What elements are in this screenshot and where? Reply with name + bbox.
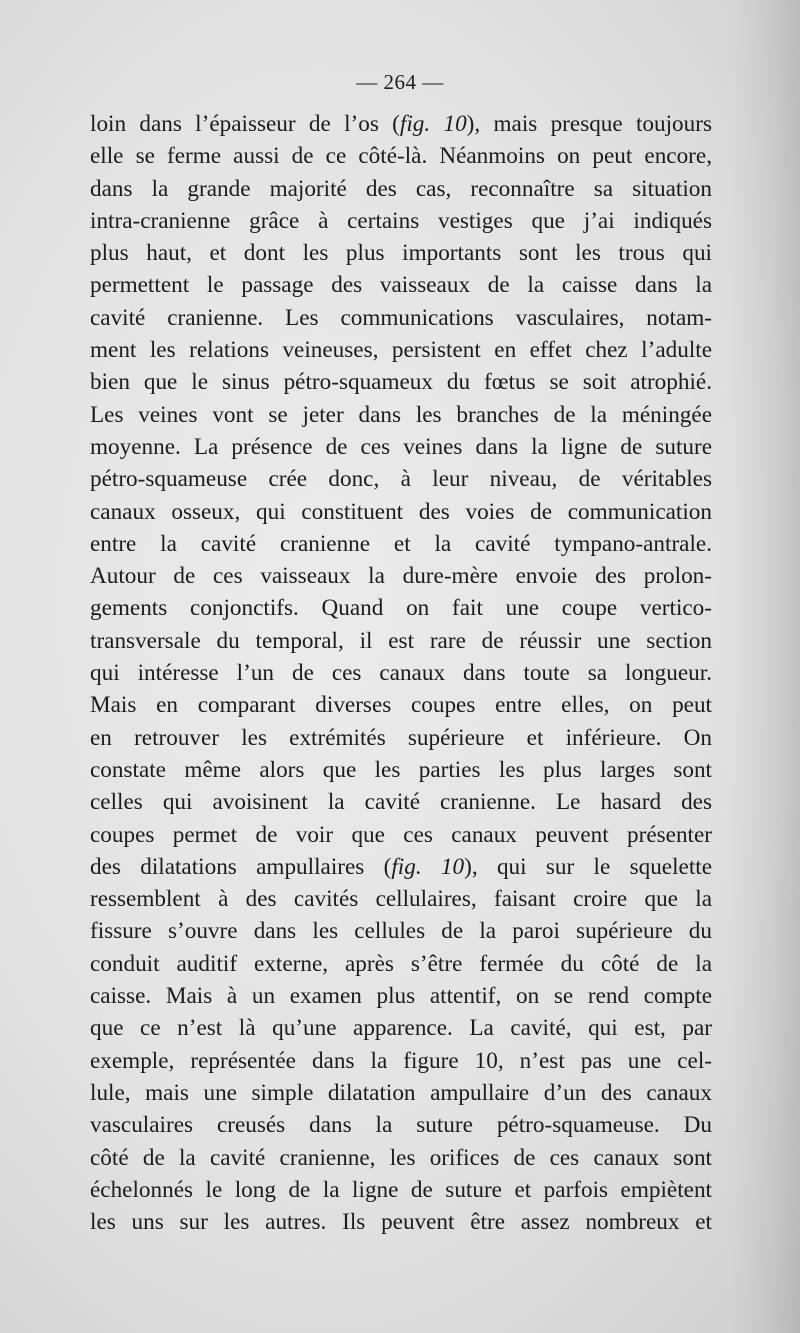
- text-line: ment les relations veineuses, persistent en effet chez l’adulte: [90, 337, 712, 364]
- text-line: constate même alors que les parties les plus larges sont: [90, 756, 712, 783]
- text-line: côté de la cavité cranienne, les orifices de ces canaux sont: [90, 1144, 712, 1171]
- text-line: pétro-squameuse crée donc, à leur niveau, de véritables: [90, 466, 712, 493]
- text-line: canaux osseux, qui constituent des voies de communication: [90, 498, 712, 525]
- text-line: lule, mais une simple dilatation ampullaire d’un des canaux: [90, 1079, 712, 1106]
- figure-reference: fig. 10: [391, 853, 465, 880]
- text-line: transversale du temporal, il est rare de réussir une section: [90, 627, 712, 654]
- body-text: [90, 108, 712, 1238]
- text-line: Mais en comparant diverses coupes entre elles, on peut: [90, 692, 712, 719]
- text-line: en retrouver les extrémités supérieure et inférieure. On: [90, 724, 712, 751]
- text-line: les uns sur les autres. Ils peuvent être assez nombreux et: [90, 1209, 712, 1236]
- text-line: vasculaires creusés dans la suture pétro-squameuse. Du: [90, 1112, 712, 1139]
- text-line: loin dans l’épaisseur de l’os (fig. 10), mais presque toujours: [90, 111, 712, 137]
- text-line: qui intéresse l’un de ces canaux dans toute sa longueur.: [90, 660, 712, 687]
- text-line: bien que le sinus pétro-squameux du fœtus se soit atrophié.: [90, 369, 712, 396]
- text-line: Autour de ces vaisseaux la dure-mère envoie des prolon-: [90, 563, 712, 590]
- text-line: exemple, représentée dans la figure 10, n’est pas une cel-: [90, 1047, 712, 1074]
- text-line: gements conjonctifs. Quand on fait une coupe vertico-: [90, 595, 712, 622]
- text-line: plus haut, et dont les plus importants sont les trous qui: [90, 240, 712, 267]
- text-line: elle se ferme aussi de ce côté-là. Néanmoins on peut encore,: [90, 143, 712, 170]
- text-line: caisse. Mais à un examen plus attentif, on se rend compte: [90, 983, 712, 1010]
- text-line: cavité cranienne. Les communications vasculaires, notam-: [90, 304, 712, 331]
- text-line: moyenne. La présence de ces veines dans la ligne de suture: [90, 433, 712, 460]
- text-line: Les veines vont se jeter dans les branches de la méningée: [90, 401, 712, 428]
- figure-reference: fig. 10: [399, 111, 467, 137]
- page-shadow: [730, 0, 800, 1333]
- text-line: que ce n’est là qu’une apparence. La cavité, qui est, par: [90, 1015, 712, 1042]
- page-number: — 264 —: [356, 70, 444, 94]
- text-line: intra-cranienne grâce à certains vestiges que j’ai indiqués: [90, 207, 712, 234]
- text-line: des dilatations ampullaires (fig. 10), qui sur le squelette: [90, 853, 713, 880]
- text-line: entre la cavité cranienne et la cavité tympano-antrale.: [90, 530, 712, 557]
- text-line: coupes permet de voir que ces canaux peuvent présenter: [90, 821, 712, 848]
- text-line: échelonnés le long de la ligne de suture et parfois empiètent: [90, 1176, 712, 1203]
- text-line: celles qui avoisinent la cavité cranienne. Le hasard des: [90, 789, 712, 816]
- text-line: dans la grande majorité des cas, reconnaître sa situation: [90, 175, 712, 202]
- text-line: fissure s’ouvre dans les cellules de la paroi supérieure du: [90, 918, 712, 945]
- text-line: ressemblent à des cavités cellulaires, faisant croire que la: [90, 886, 712, 913]
- text-line: conduit auditif externe, après s’être fermée du côté de la: [90, 950, 712, 977]
- text-line: permettent le passage des vaisseaux de la caisse dans la: [90, 272, 712, 299]
